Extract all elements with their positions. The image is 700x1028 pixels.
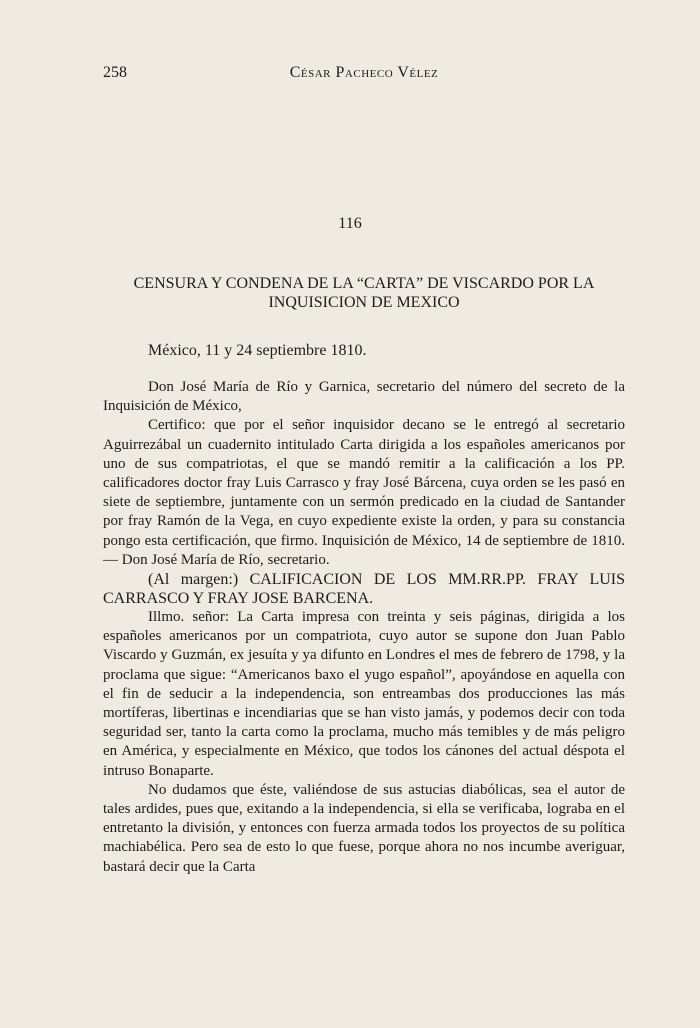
document-number: 116	[338, 215, 362, 232]
paragraph-secretary: Don José María de Río y Garnica, secretario del número del secreto de la Inquisición de México,	[103, 379, 625, 415]
running-head-author: César Pacheco Vélez	[289, 64, 439, 81]
paragraph-illmo: Illmo. señor: La Carta impresa con treinta y seis páginas, dirigida a los españoles americanos por un compatriota, cuyo autor se supone don Juan Pablo Viscardo y Guzmán, ex jesuíta y ya difunto en Londres el mes de febrero de 1798, y la proclama que sigue: “Americanos baxo el yugo español”, apoyándose en aquella con el fin de seducir a la independencia, son entreambas dos producciones las más mortíferas, libertinas e incendiarias que se han visto jamás, y podemos decir con toda seguridad ser, tanto la carta como la proclama, mucho más temibles y de más peligro en América, y especialmente en México, que todos los cánones del actual déspota el intruso Bonaparte.	[103, 609, 625, 779]
body-text	[103, 378, 625, 877]
document-title: CENSURA Y CONDENA DE LA “CARTA” DE VISCARDO POR LA INQUISICION DE MEXICO	[133, 275, 595, 311]
document-date: México, 11 y 24 septiembre 1810.	[148, 342, 367, 359]
paragraph-no-dudamos: No dudamos que éste, valiéndose de sus astucias diabólicas, sea el autor de tales ardides, pues que, exitando a la independencia, si ella se verificaba, lograba en el entretanto la división, y entonces con fuerza armada todos los proyectos de su política machiabélica. Pero sea de esto lo que fuese, porque ahora no nos incumbe averiguar, bastará decir que la Carta	[103, 781, 625, 875]
page-number: 258	[103, 64, 127, 81]
paragraph-margin-note: (Al margen:) CALIFICACION DE LOS MM.RR.PP. FRAY LUIS CARRASCO Y FRAY JOSE BARCENA.	[103, 571, 625, 608]
paragraph-certifico: Certifico: que por el señor inquisidor decano se le entregó al secretario Aguirrezábal un cuadernito intitulado Carta dirigida a los españoles americanos por uno de sus compatriotas, el que se mandó remitir a la calificación a los PP. calificadores doctor fray Luis Carrasco y fray José Bárcena, cuya orden se les pasó en siete de septiembre, juntamente con un sermón predicado en la ciudad de Santander por fray Ramón de la Vega, en cuyo expediente existe la orden, y para su constancia pongo esta certificación, que firmo. Inquisición de México, 14 de septiembre de 1810.— Don José María de Río, secretario.	[103, 417, 625, 568]
running-head	[103, 64, 625, 86]
